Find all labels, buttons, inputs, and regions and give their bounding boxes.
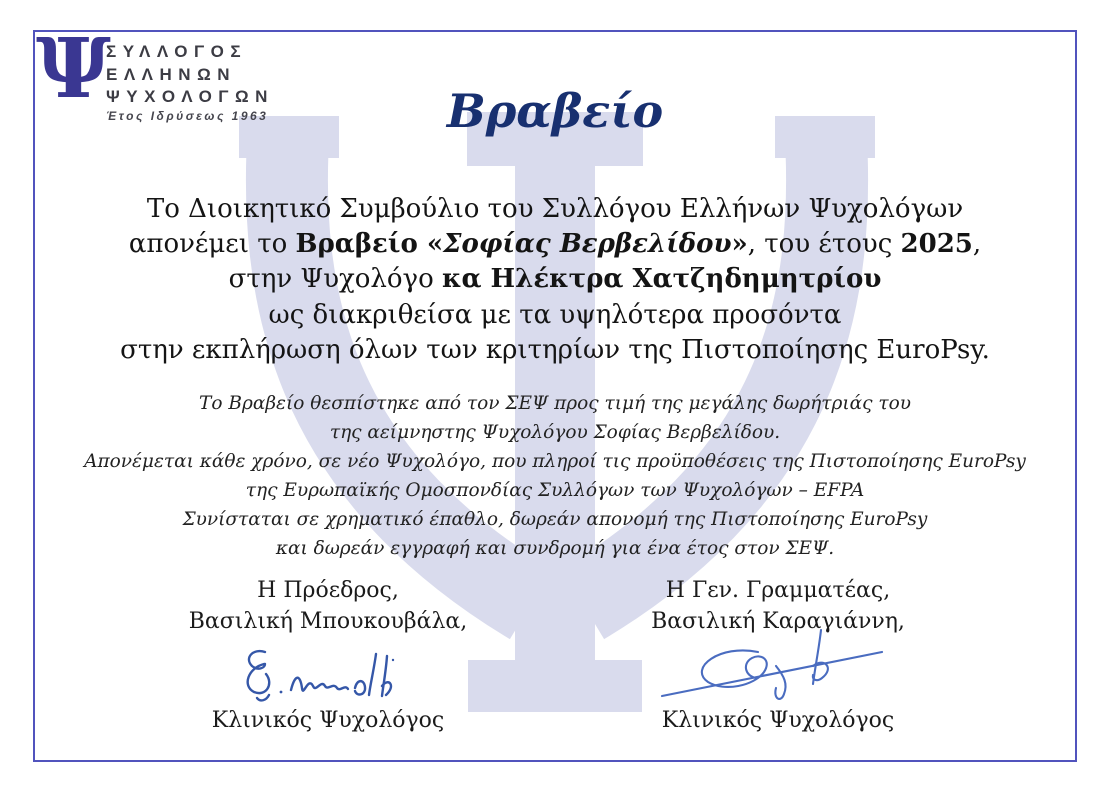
secretary-signature bbox=[658, 626, 888, 708]
president-signature bbox=[232, 644, 428, 708]
note-line-4: της Ευρωπαϊκής Ομοσπονδίας Συλλόγων των Ψυχολόγων – EFPA bbox=[245, 480, 865, 501]
body-line-4: ως διακριθείσα με τα υψηλότερα προσόντα bbox=[268, 300, 842, 330]
note-line-5: Συνίσταται σε χρηματικό έπαθλο, δωρεάν απονομή της Πιστοποίησης EuroPsy bbox=[182, 509, 928, 530]
note-line-3: Απονέμεται κάθε χρόνο, σε νέο Ψυχολόγο, που πληροί τις προϋποθέσεις της Πιστοποίησης EuroPsy bbox=[84, 451, 1026, 472]
body-line-5: στην εκπλήρωση όλων των κριτηρίων της Πιστοποίησης EuroPsy. bbox=[120, 335, 990, 365]
recipient-name: κα Ηλέκτρα Χατζηδημητρίου bbox=[442, 264, 882, 294]
body-line-2 bbox=[0, 229, 1110, 259]
left-signatory-role: Η Πρόεδρος, bbox=[257, 578, 399, 603]
right-signatory-role: Η Γεν. Γραμματέας, bbox=[665, 578, 891, 603]
body-line-2-mid: , του έτους bbox=[747, 229, 901, 259]
body-line-1: Το Διοικητικό Συμβούλιο του Συλλόγου Ελλήνων Ψυχολόγων bbox=[146, 194, 964, 224]
body-line-3-pre: στην Ψυχολόγο bbox=[228, 264, 442, 294]
left-signatory-name: Βασιλική Μπουκουβάλα, bbox=[188, 609, 468, 634]
note-line-2: της αείμνηστης Ψυχολόγου Σοφίας Βερβελίδου. bbox=[329, 422, 781, 443]
body-line-2-pre: απονέμει το bbox=[128, 229, 296, 259]
logo-psi-icon: Ψ bbox=[36, 21, 111, 117]
founding-year: Έτος Ιδρύσεως 1963 bbox=[106, 109, 269, 123]
org-name-line1: ΣΥΛΛΟΓΟΣ bbox=[106, 42, 248, 61]
left-signatory-title: Κλινικός Ψυχολόγος bbox=[211, 708, 445, 733]
right-signatory-title: Κλινικός Ψυχολόγος bbox=[661, 708, 895, 733]
note-line-1: Το Βραβείο θεσπίστηκε από τον ΣΕΨ προς τιμή της μεγάλης δωρήτριάς του bbox=[199, 393, 911, 414]
note-line-6: και δωρεάν εγγραφή και συνδρομή για ένα έτος στον ΣΕΨ. bbox=[275, 538, 835, 559]
org-name-line2: ΕΛΛΗΝΩΝ bbox=[106, 64, 236, 84]
body-line-2-end: , bbox=[972, 229, 982, 259]
award-name-open: Βραβείο « bbox=[295, 229, 444, 259]
award-name-close: » bbox=[731, 229, 748, 259]
award-name: Σοφίας Βερβελίδου bbox=[443, 229, 732, 259]
certificate-title: Βραβείο bbox=[446, 84, 664, 138]
org-name-line3: ΨΥΧΟΛΟΓΩΝ bbox=[106, 87, 274, 106]
award-year: 2025 bbox=[900, 229, 973, 259]
right-signatory-name: Βασιλική Καραγιάννη, bbox=[651, 609, 905, 634]
body-line-3 bbox=[0, 264, 1110, 294]
